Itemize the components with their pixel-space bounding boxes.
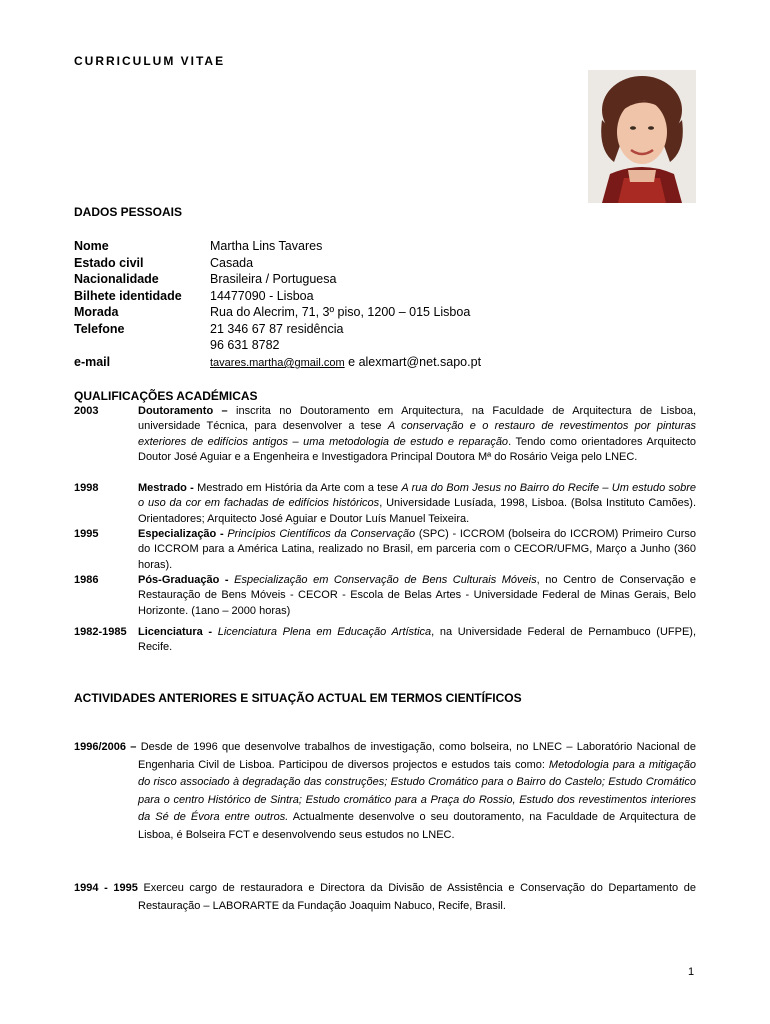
qualification-text [138, 481, 696, 527]
qualification-thesis: Princípios Científicos da Conservação [227, 528, 416, 540]
value-name: Martha Lins Tavares [210, 239, 323, 253]
activity-text [74, 739, 696, 844]
label-nationality: Nacionalidade [74, 272, 159, 286]
activity-year: 1994 - 1995 [74, 882, 138, 894]
activity-desc: Desde de 1996 que desenvolve trabalhos de investigação, como bolseira, no LNEC – Laboratório Nacional de Engenharia Civil de Lisboa. Participou de diversos projectos e estudos tais como: [136, 741, 696, 771]
activity-item [74, 880, 696, 915]
qualification-thesis: Licenciatura Plena em Educação Artística [217, 626, 432, 638]
qualification-degree: Mestrado - [138, 482, 194, 494]
qualification-degree: Pós-Graduação - [138, 574, 229, 586]
qualification-item [74, 573, 696, 619]
qualification-text [138, 404, 696, 466]
portrait-image [588, 70, 696, 203]
page-number: 1 [688, 966, 695, 978]
profile-photo [588, 70, 696, 203]
value-nationality: Brasileira / Portuguesa [210, 272, 337, 286]
activity-desc-end: Actualmente desenvolve o seu doutoramento, na Faculdade de Arquitectura de Lisboa, é Bolseira FCT e desenvolvendo seus estudos no LNEC. [138, 811, 696, 841]
cv-title: CURRICULUM VITAE [74, 54, 226, 68]
qualification-desc: Mestrado em História da Arte com a tese [193, 482, 402, 494]
value-phone-mobile: 96 631 8782 [210, 338, 280, 352]
activity-text [74, 880, 696, 915]
activity-projects: Metodologia para a mitigação do risco associado à degradação das construções; Estudo Cromático para o Bairro do Castelo; Estudo Cromático para o centro Histórico de Sintra; Estudo cromático para a Praça do Rossio, Estudo dos revestimentos interiores da Sé de Évora entre outros. [138, 758, 696, 823]
qualification-item [74, 527, 696, 573]
qualification-text [138, 573, 696, 619]
qualification-degree: Licenciatura - [138, 626, 213, 638]
email-link-primary[interactable]: tavares.martha@gmail.com [210, 357, 345, 369]
qualification-thesis: Especialização em Conservação de Bens Culturais Móveis [234, 574, 537, 586]
qualification-item [74, 481, 696, 527]
email-secondary: alexmart@net.sapo.pt [358, 355, 482, 369]
activity-item [74, 739, 696, 844]
qualification-desc-end: , na Universidade Federal de Pernambuco (UFPE), Recife. [138, 626, 696, 654]
qualification-item [74, 625, 696, 656]
qualification-desc-end: . Tendo como orientadores Arquitecto Doutor José Aguiar e a Engenheira e Investigadora Principal Doutora Mª do Rosário Veiga pelo LNEC. [138, 435, 696, 464]
qualification-thesis: A conservação e o restauro de revestimentos por pinturas exteriores de edifícios antigos – uma metodologia de estudo e reparação [138, 420, 697, 448]
value-civil-status: Casada [210, 255, 254, 270]
qualification-text [138, 625, 696, 656]
email-separator: e [344, 355, 359, 369]
qualification-degree: Doutoramento – [138, 405, 228, 417]
qualification-desc-end: , Universidade Lusíada, 1998, Lisboa. (Bolsa Instituto Camões). Orientadores; Arquitecto José Aguiar e Doutor Luís Manuel Teixeira. [138, 497, 697, 525]
qualification-year: 1995 [74, 528, 99, 540]
qualifications-heading: QUALIFICAÇÕES ACADÉMICAS [74, 389, 258, 403]
label-email: e-mail [74, 355, 111, 369]
qualification-text [138, 527, 696, 573]
label-identity-card: Bilhete identidade [74, 288, 182, 303]
personal-data-heading: DADOS PESSOAIS [74, 205, 183, 219]
qualification-desc-end: , no Centro de Conservação e Restauração de Bens Móveis - CECOR - Escola de Belas Artes - Universidade Federal de Minas Gerais, Belo Horizonte. (1ano – 2000 horas) [138, 574, 696, 617]
qualification-thesis: A rua do Bom Jesus no Bairro do Recife – Um estudo sobre o uso da cor em fachadas de edifícios históricos [138, 482, 697, 510]
label-civil-status: Estado civil [74, 255, 144, 270]
qualification-desc-end: (SPC) - ICCROM (bolseira do ICCROM) Primeiro Curso do ICCROM para a América Latina, realizado no Brasil, em parceria com o CECOR/UFMG, Março a Junho (360 horas). [138, 528, 696, 571]
qualification-year: 1982-1985 [74, 626, 127, 638]
activities-heading: ACTIVIDADES ANTERIORES E SITUAÇÃO ACTUAL EM TERMOS CIENTÍFICOS [74, 691, 522, 705]
qualification-year: 2003 [74, 405, 99, 417]
qualification-item [74, 404, 696, 466]
qualification-desc: inscrita no Doutoramento em Arquitectura, na Faculdade de Arquitectura de Lisboa, universidade Técnica, para desenvolver a tese [138, 405, 696, 433]
activity-desc: Exerceu cargo de restauradora e Directora da Divisão de Assistência e Conservação do Departamento de Restauração – LABORARTE da Fundação Joaquim Nabuco, Recife, Brasil. [137, 882, 696, 912]
value-email [210, 354, 481, 372]
value-identity-card: 14477090 - Lisboa [210, 288, 314, 303]
qualification-year: 1986 [74, 574, 99, 586]
qualification-degree: Especialização - [138, 528, 224, 540]
activity-year: 1996/2006 – [74, 741, 137, 753]
label-phone: Telefone [74, 321, 125, 336]
label-name: Nome [74, 239, 109, 253]
value-phone-home: 21 346 67 87 residência [210, 321, 344, 336]
value-address: Rua do Alecrim, 71, 3º piso, 1200 – 015 Lisboa [210, 305, 471, 319]
qualification-year: 1998 [74, 482, 99, 494]
label-address: Morada [74, 305, 119, 319]
